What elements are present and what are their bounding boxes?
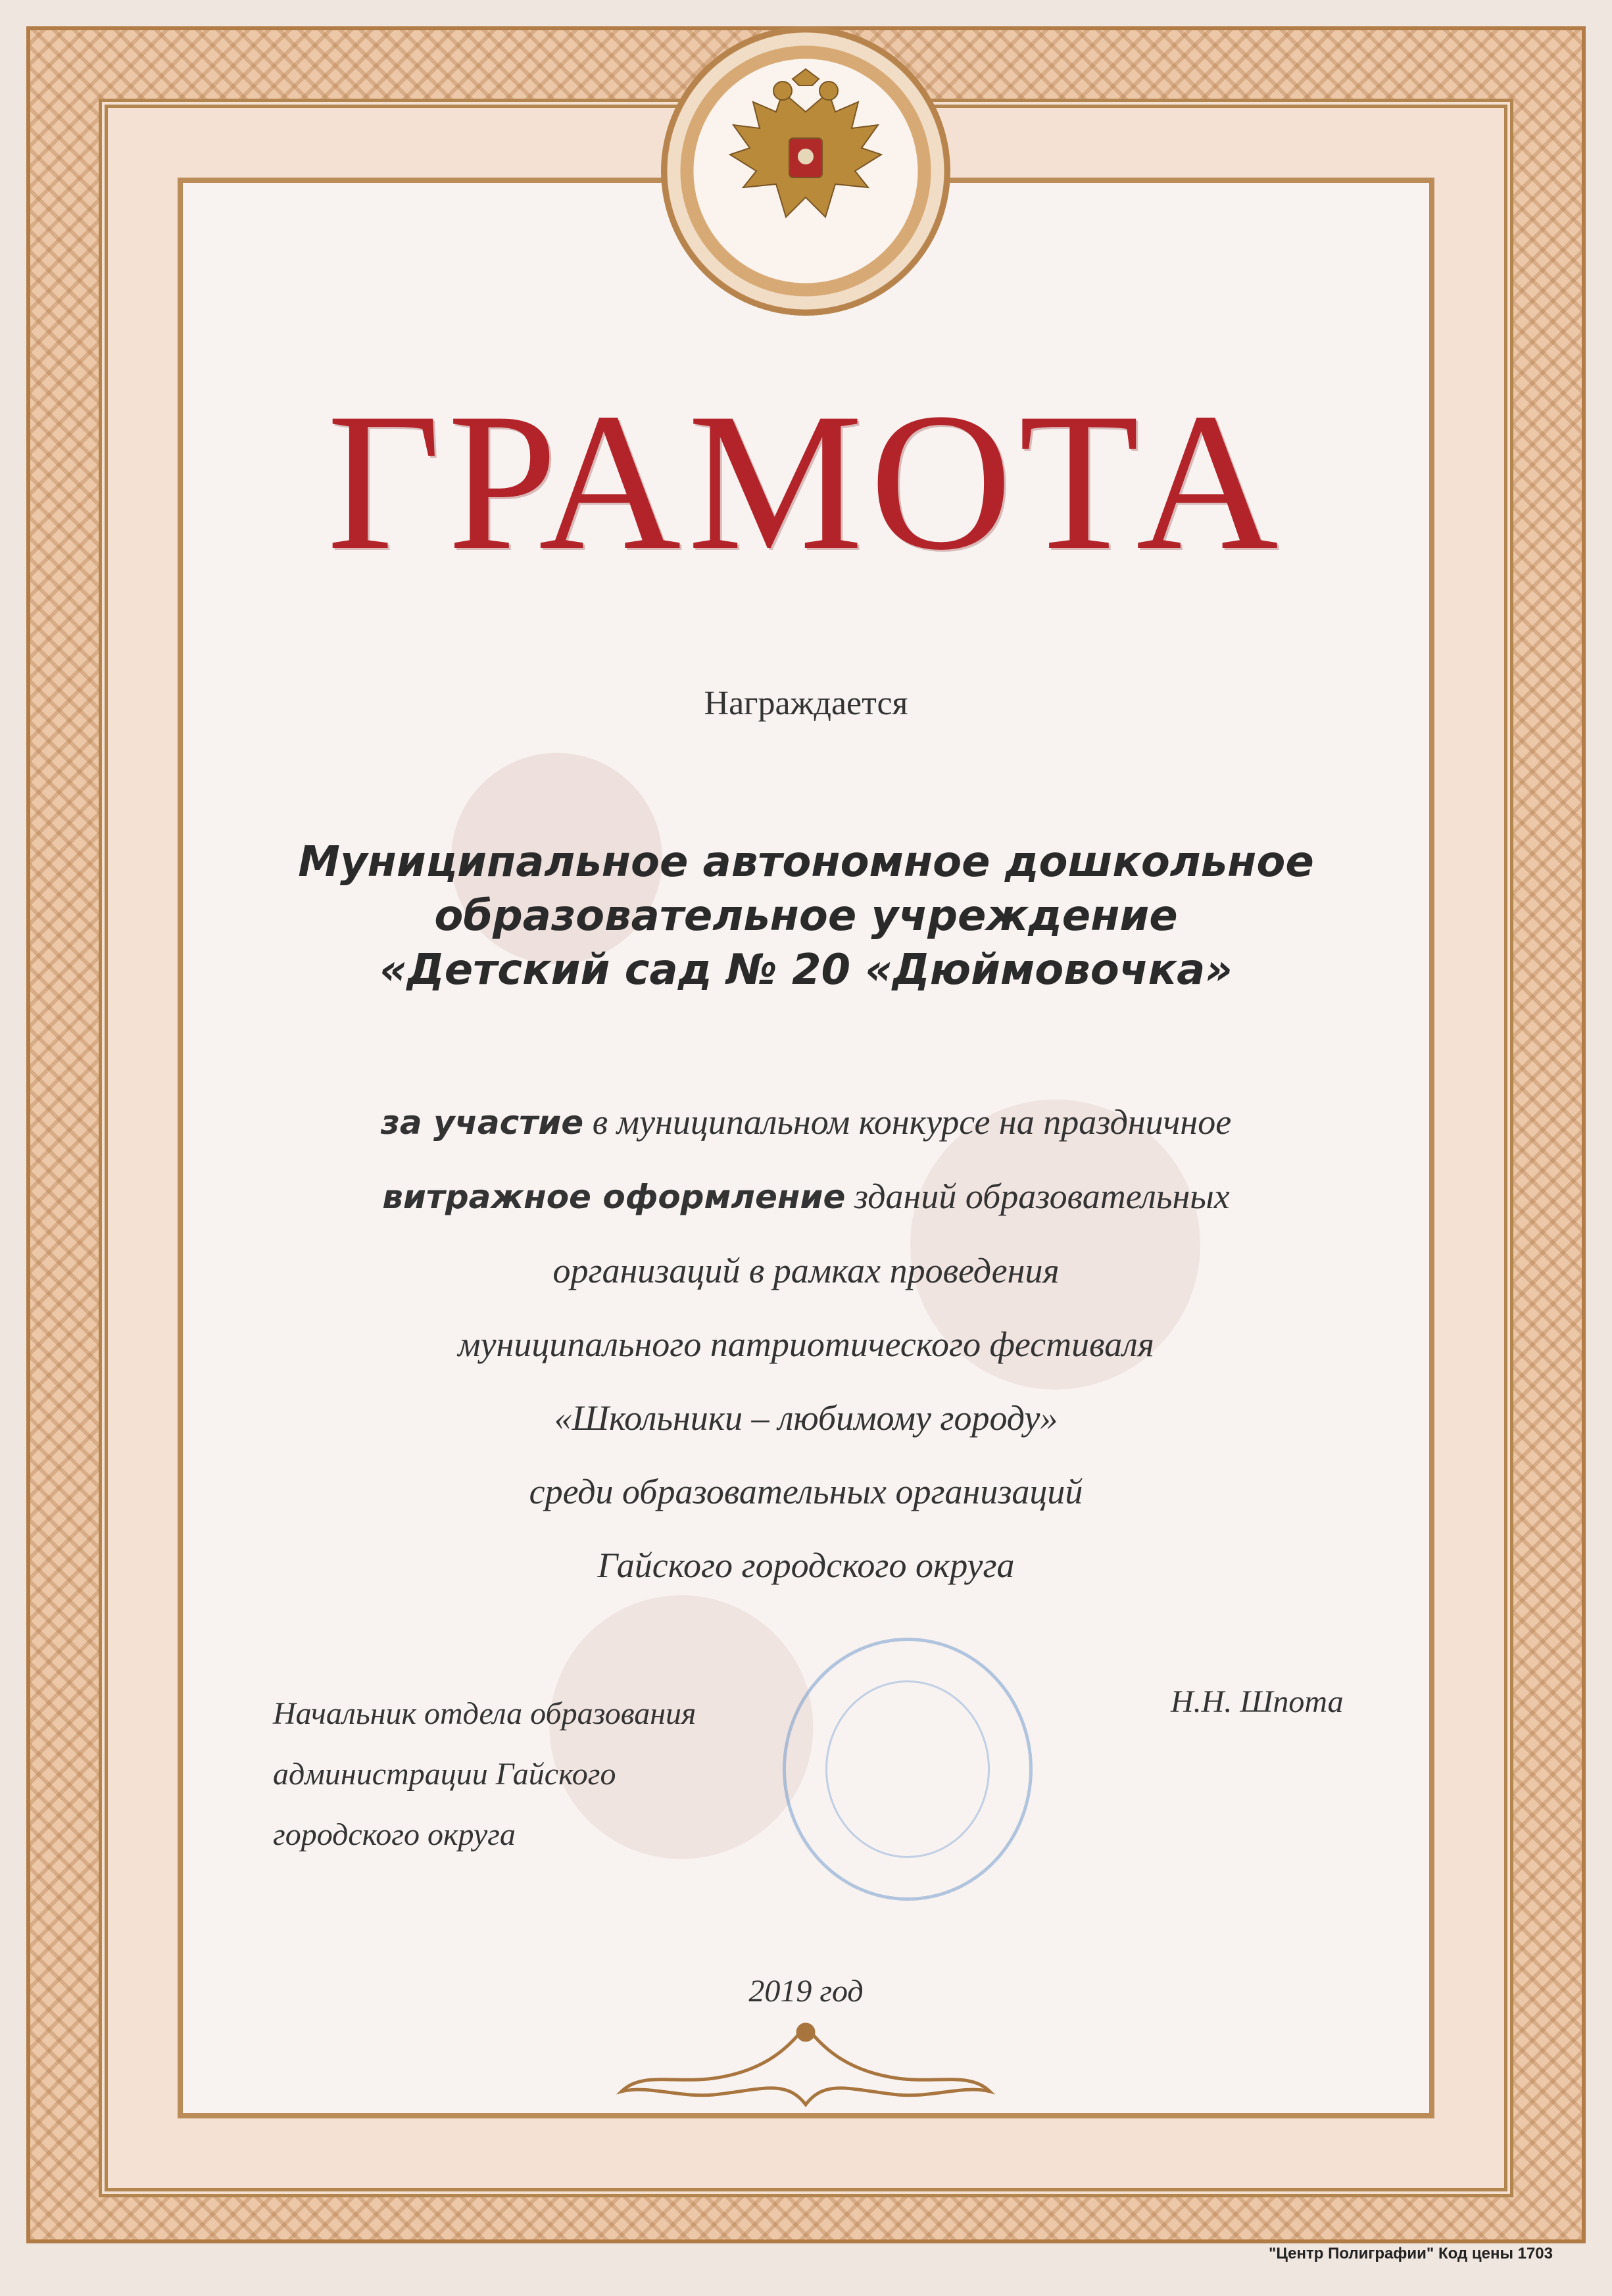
coat-of-arms-emblem <box>661 26 950 316</box>
reason-line-6: среди образовательных организаций <box>529 1472 1083 1511</box>
official-stamp-icon <box>783 1638 1033 1901</box>
reason-line-4: муниципального патриотического фестиваля <box>458 1325 1154 1364</box>
reason-bold-2: витражное оформление <box>382 1178 846 1216</box>
reason-line-7: Гайского городского округа <box>597 1546 1015 1585</box>
certificate-title: ГРАМОТА <box>327 372 1285 591</box>
reason-text-1: в муниципальном конкурсе на праздничное <box>583 1102 1232 1142</box>
signatory-name: Н.Н. Шпота <box>1171 1684 1344 1719</box>
reason-line-1 <box>0 1085 1612 1160</box>
position-line-3: городского округа <box>273 1817 516 1852</box>
awarded-label: Награждается <box>704 685 908 722</box>
organization-line-3: «Детский сад № 20 «Дюймовочка» <box>379 946 1233 994</box>
printer-note: "Центр Полиграфии" Код цены 1703 <box>1268 2245 1553 2262</box>
position-line-1: Начальник отдела образования <box>273 1696 696 1731</box>
certificate-year: 2019 год <box>748 1974 864 2009</box>
organization-line-2: образовательное учреждение <box>434 892 1178 940</box>
double-headed-eagle-icon <box>714 66 898 263</box>
reason-bold-1: за участие <box>380 1104 584 1142</box>
award-reason <box>0 1085 1612 1602</box>
reason-line-2 <box>0 1160 1612 1234</box>
reason-text-2: зданий образовательных <box>845 1177 1230 1216</box>
reason-line-3: организаций в рамках проведения <box>552 1251 1060 1290</box>
position-line-2: администрации Гайского <box>273 1757 616 1792</box>
decorative-ornament-icon <box>543 2013 1069 2118</box>
reason-line-5: «Школьники – любимому городу» <box>554 1398 1058 1438</box>
organization-line-1: Муниципальное автономное дошкольное <box>298 838 1314 887</box>
organization-name <box>0 835 1612 997</box>
signatory-position <box>273 1684 696 1865</box>
